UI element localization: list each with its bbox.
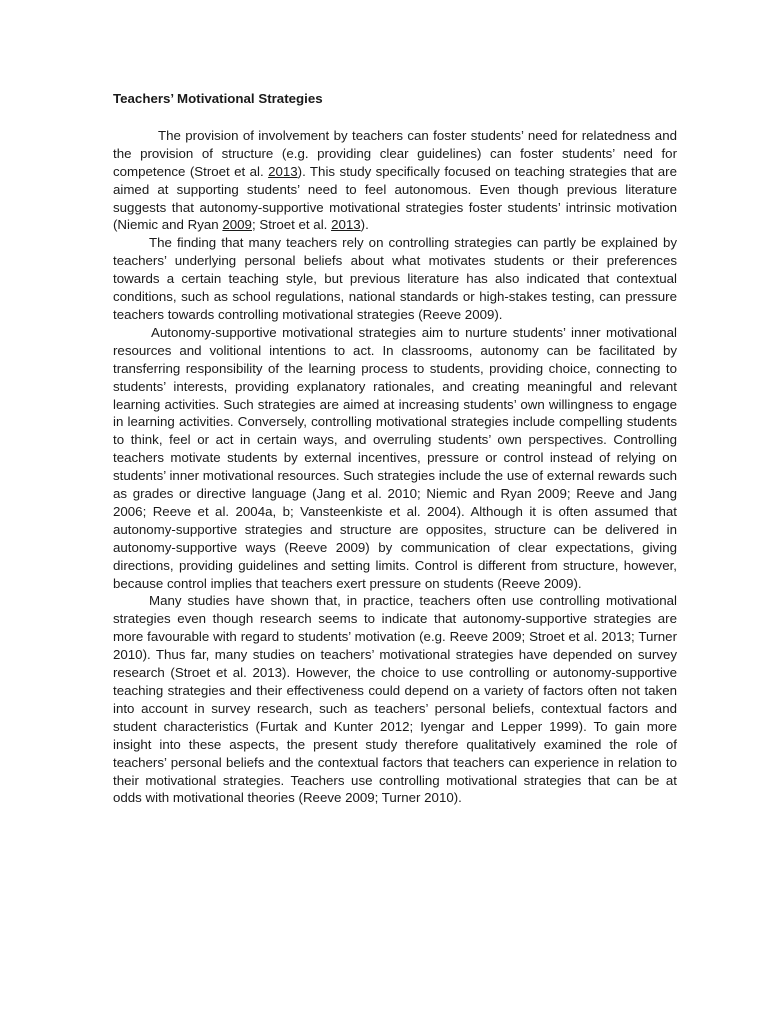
paragraph-1-text-a: The provision of involvement by teachers can foster students’ need for relatedness and the provision of structure (e.g. providing clear guidelines) can foster students’ need for competence (Stroet et al.: [113, 127, 677, 179]
paragraph-4: Many studies have shown that, in practice, teachers often use controlling motivational strategies even though research seems to indicate that autonomy-supportive strategies are more favourable with regard to students’ motivation (e.g. Reeve 2009; Stroet et al. 2013; Turner 2010). Thus far, many studies on teachers’ motivational strategies have depended on survey research (Stroet et al. 2013). However, the choice to use controlling or autonomy-supportive teaching strategies and their effectiveness could depend on a variety of factors often not taken into account in survey research, such as teachers’ personal beliefs, contextual factors and student characteristics (Furtak and Kunter 2012; Iyengar and Lepper 1999). To gain more insight into these aspects, the present study therefore qualitatively examined the role of teachers’ personal beliefs and the contextual factors that teachers can experience in relation to their motivational strategies. Teachers use controlling motivational strategies that can be at odds with motivational theories (Reeve 2009; Turner 2010).: [113, 593, 677, 806]
paragraph-3: Autonomy-supportive motivational strategies aim to nurture students’ inner motivational resources and volitional intentions to act. In classrooms, autonomy can be facilitated by transferring responsibility of the learning process to students, providing choice, connecting to students’ interests, providing explanatory rationales, and creating meaningful and relevant learning activities. Such strategies are aimed at increasing students’ own willingness to engage in learning activities. Conversely, controlling motivational strategies include compelling students to think, feel or act in certain ways, and overruling students’ own perspectives. Controlling teachers motivate students by external incentives, pressure or control instead of relying on students’ inner motivational resources. Such strategies include the use of external rewards such as grades or directive language (Jang et al. 2010; Niemic and Ryan 2009; Reeve and Jang 2006; Reeve et al. 2004a, b; Vansteenkiste et al. 2004). Although it is often assumed that autonomy-supportive strategies and structure are opposites, structure can be delivered in autonomy-supportive ways (Reeve 2009) by communication of clear expectations, giving directions, providing guidelines and setting limits. Control is different from structure, however, because control implies that teachers exert pressure on students (Reeve 2009).: [113, 324, 677, 591]
section-heading: Teachers’ Motivational Strategies: [113, 91, 323, 106]
paragraph-1-text-c: ; Stroet et al.: [251, 217, 332, 233]
paragraph-2: The finding that many teachers rely on controlling strategies can partly be explained by teachers’ underlying personal beliefs about what motivates students or their preferences towards a certain teaching style, but previous literature has also indicated that contextual conditions, such as school regulations, national standards or high-stakes testing, can pressure teachers towards controlling motivational strategies (Reeve 2009).: [113, 235, 677, 322]
paragraph-1: [113, 127, 677, 234]
document-page: [113, 90, 677, 807]
paragraph-1-text-b: ). This study specifically focused on teaching strategies that are aimed at supporting students’ need to feel autonomous. Even though previous literature suggests that autonomy-supportive motivational strategies foster students’ intrinsic motivation (Niemic and Ryan: [113, 163, 677, 233]
citation-link-stroet-2013-second[interactable]: 2013: [331, 217, 361, 233]
paragraph-1-text-d: ).: [360, 217, 369, 233]
citation-link-stroet-2013[interactable]: 2013: [268, 163, 298, 179]
citation-link-niemic-2009[interactable]: 2009: [222, 217, 252, 233]
